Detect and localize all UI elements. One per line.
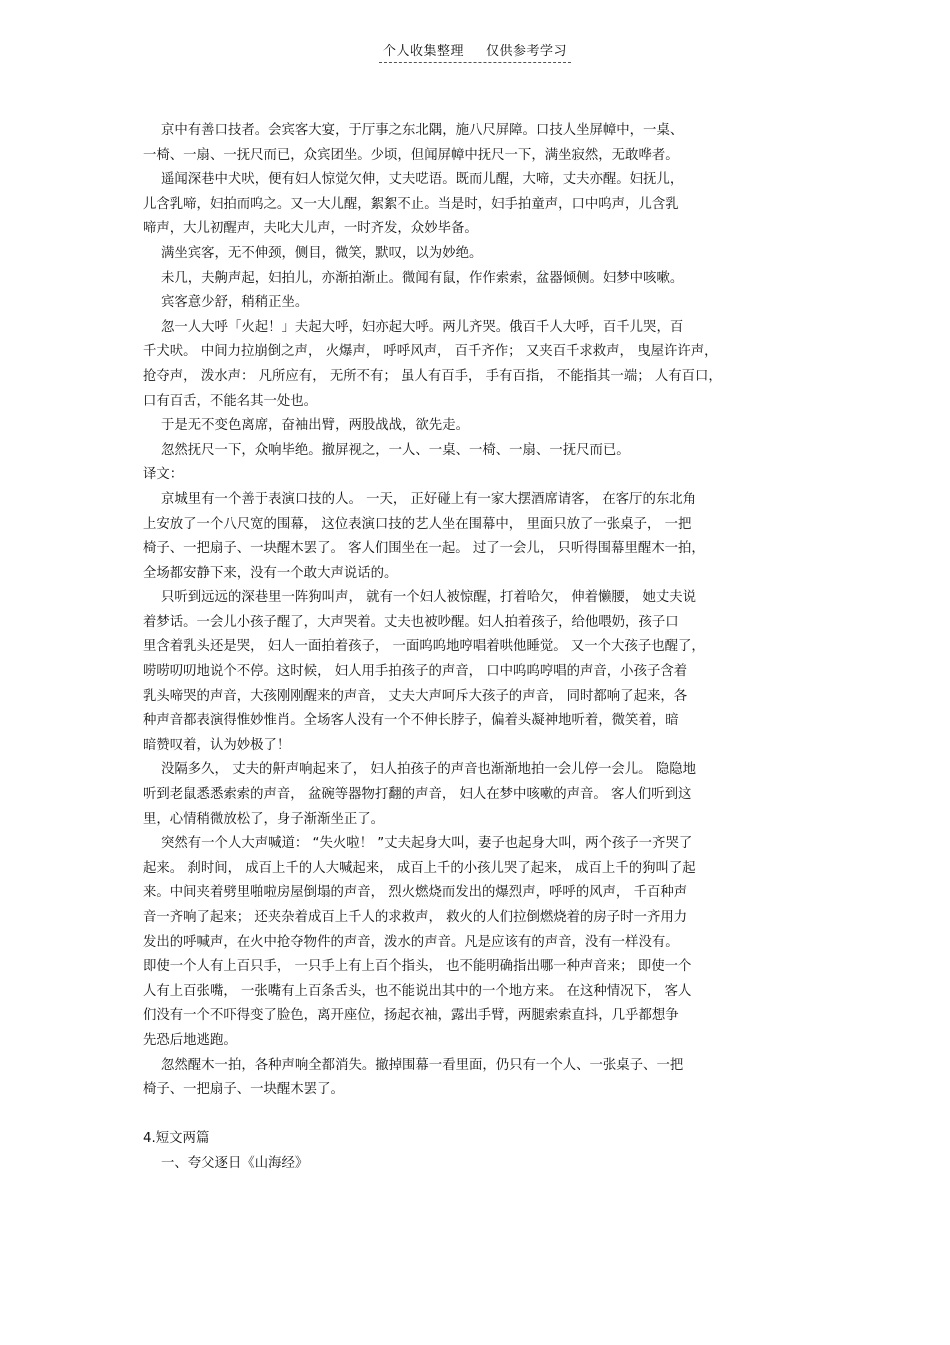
text-line: 京城里有一个善于表演口技的人。 一天， 正好碰上有一家大摆酒席请客， 在客厅的东北角	[161, 491, 697, 507]
text-line: 着梦话。一会儿小孩子醒了，大声哭着。丈夫也被吵醒。妇人拍着孩子，给他喂奶，孩子口	[143, 614, 679, 630]
text-line: 抢夺声， 泼水声： 凡所应有， 无所不有； 虽人有百手， 手有百指， 不能指其一端； 人有百口，	[143, 368, 722, 384]
text-line: 暗赞叹着，认为妙极了！	[143, 737, 291, 753]
text-line: 口有百舌，不能名其一处也。	[143, 393, 318, 409]
text-line: 宾客意少舒，稍稍正坐。	[161, 295, 309, 311]
text-line: 遥闻深巷中犬吠，便有妇人惊觉欠伸，丈夫呓语。既而儿醒，大啼，丈夫亦醒。妇抚儿，	[161, 172, 684, 188]
text-line: 们没有一个不吓得变了脸色，离开座位，扬起衣袖，露出手臂，两腿索索直抖，几乎都想争	[143, 1008, 679, 1024]
text-line: 没隔多久， 丈夫的鼾声响起来了， 妇人拍孩子的声音也渐渐地拍一会儿停一会儿。 隐隐地	[161, 762, 697, 778]
text-line: 忽一人大呼「火起！」夫起大呼，妇亦起大呼。两儿齐哭。俄百千人大呼，百千儿哭，百	[161, 319, 684, 335]
text-line: 乳头啼哭的声音，大孩刚刚醒来的声音， 丈夫大声呵斥大孩子的声音， 同时都响了起来，各	[143, 688, 688, 704]
text-line: 上安放了一个八尺宽的围幕， 这位表演口技的艺人坐在围幕中， 里面只放了一张桌子， 一把	[143, 516, 692, 532]
text-line: 人有上百张嘴， 一张嘴有上百条舌头，也不能说出其中的一个地方来。 在这种情况下， 客人	[143, 983, 692, 999]
text-line: 只听到远远的深巷里一阵狗叫声， 就有一个妇人被惊醒，打着哈欠， 伸着懒腰， 她丈夫说	[161, 590, 697, 606]
text-line: 儿含乳啼，妇拍而呜之。又一大儿醒，絮絮不止。当是时，妇手拍童声，口中呜声，儿含乳	[143, 196, 679, 212]
text-line: 起来。 刹时间， 成百上千的人大喊起来， 成百上千的小孩儿哭了起来， 成百上千的狗叫了起	[143, 860, 696, 876]
text-line: 里，心情稍微放松了，身子渐渐坐正了。	[143, 811, 385, 827]
header-right-text: 仅供参考学习	[486, 44, 568, 59]
text-line: 先恐后地逃跑。	[143, 1032, 237, 1048]
text-line: 忽然醒木一拍，各种声响全都消失。撤掉围幕一看里面，仍只有一个人、一张桌子、一把	[161, 1057, 684, 1073]
header-left-text: 个人收集整理	[382, 44, 464, 59]
text-line: 种声音都表演得惟妙惟肖。全场客人没有一个不伸长脖子，偏着头凝神地听着，微笑着，暗	[143, 713, 679, 729]
text-line: 满坐宾客，无不伸颈，侧目，微笑，默叹，以为妙绝。	[161, 245, 483, 261]
text-line: 千犬吠。 中间力拉崩倒之声， 火爆声， 呼呼风声， 百千齐作； 又夹百千求救声， 曳屋许许声，	[143, 344, 718, 360]
text-line: 椅子、一把扇子、一块醒木罢了。	[143, 1082, 344, 1098]
text-line: 未几，夫齁声起，妇拍儿，亦渐拍渐止。微闻有鼠，作作索索，盆器倾侧。妇梦中咳嗽。	[161, 270, 684, 286]
text-line: 来。中间夹着劈里啪啦房屋倒塌的声音， 烈火燃烧而发出的爆烈声，呼呼的风声， 千百种声	[143, 885, 688, 901]
text-line: 一、夸父逐日《山海经》	[161, 1155, 309, 1171]
text-line: 发出的呼喊声，在火中抢夺物件的声音，泼水的声音。凡是应该有的声音，没有一样没有。	[143, 934, 679, 950]
text-line: 椅子、一把扇子、一块醒木罢了。 客人们围坐在一起。 过了一会儿， 只听得围幕里醒木一拍，	[143, 541, 705, 557]
text-line: 啼声，大儿初醒声，夫叱大儿声，一时齐发，众妙毕备。	[143, 221, 478, 237]
text-line: 里含着乳头还是哭， 妇人一面拍着孩子， 一面呜呜地哼唱着哄他睡觉。 又一个大孩子也醒了，	[143, 639, 705, 655]
text-line: 即使一个人有上百只手， 一只手上有上百个指头， 也不能明确指出哪一种声音来； 即使一个	[143, 959, 692, 975]
page-header	[0, 40, 950, 63]
document-body	[143, 119, 818, 1177]
text-line: 忽然抚尺一下，众响毕绝。撤屏视之，一人、一桌、一椅、一扇、一抚尺而已。	[161, 442, 630, 458]
text-line: 京中有善口技者。会宾客大宴，于厅事之东北隅，施八尺屏障。口技人坐屏幛中，一桌、	[161, 123, 684, 138]
blank-line	[143, 1103, 818, 1128]
text-line: 唠唠叨叨地说个不停。这时候， 妇人用手拍孩子的声音， 口中呜呜哼唱的声音，小孩子含着	[143, 664, 688, 680]
text-line: 全场都安静下来，没有一个敢大声说话的。	[143, 565, 398, 581]
text-line: 突然有一个人大声喊道： “失火啦！ ”丈夫起身大叫，妻子也起身大叫，两个孩子一齐哭了	[161, 836, 693, 852]
text-line: 音一齐响了起来； 还夹杂着成百上千人的求救声， 救火的人们拉倒燃烧着的房子时一齐用力	[143, 910, 688, 925]
text-line: 4.短文两篇	[143, 1131, 210, 1147]
text-line: 一椅、一扇、一抚尺而已，众宾团坐。少顷，但闻屏幛中抚尺一下，满坐寂然，无敢哗者。	[143, 147, 679, 163]
text-line: 于是无不变色离席，奋袖出臂，两股战战，欲先走。	[161, 418, 469, 434]
text-line: 译文：	[143, 467, 184, 483]
text-line: 听到老鼠悉悉索索的声音， 盆碗等器物打翻的声音， 妇人在梦中咳嗽的声音。 客人们听到这	[143, 787, 692, 803]
header-underline	[379, 40, 571, 63]
